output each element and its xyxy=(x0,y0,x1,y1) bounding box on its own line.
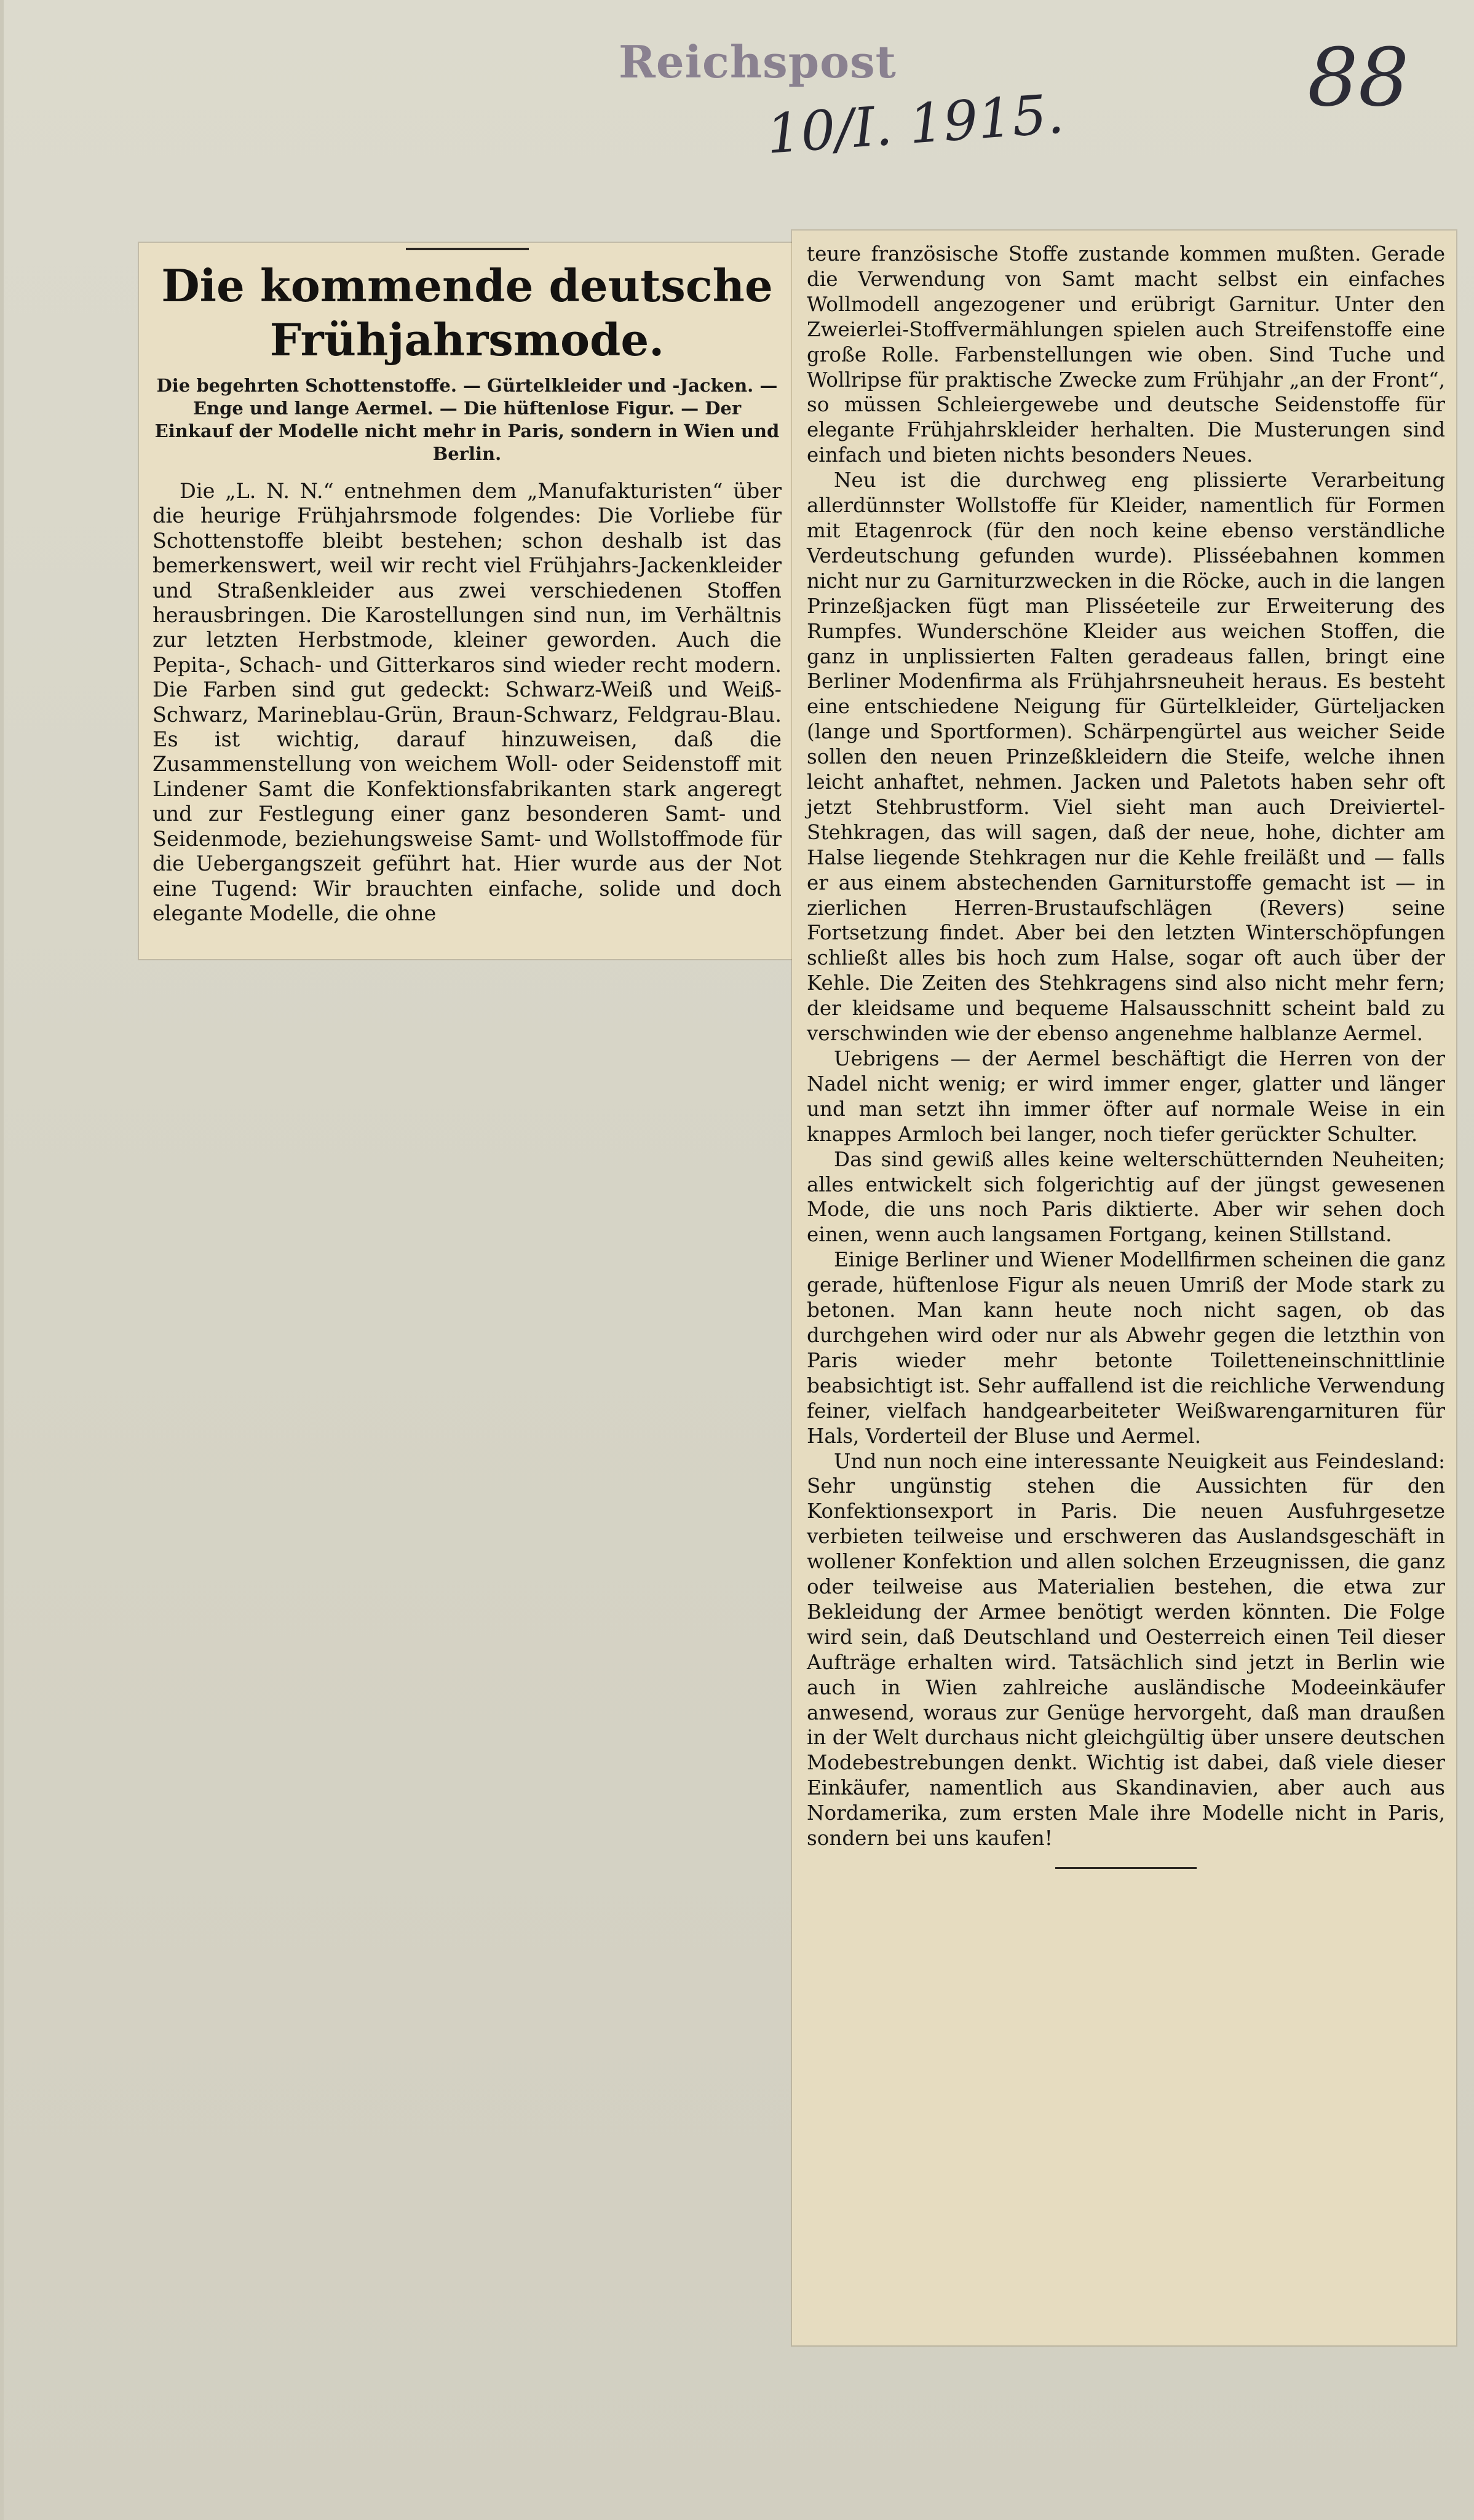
clipping-left-column xyxy=(139,243,794,959)
clipping-right-column xyxy=(792,231,1456,2345)
article-paragraph: Die „L. N. N.“ entnehmen dem „Manufakturisten“ über die heurige Frühjahrsmode folgendes: Die Vorliebe für Schottenstoffe bleibt bestehen; schon deshalb ist das bemerkenswert, weil wir recht viel Frühjahrs-Jackenkleider und Straßenkleider aus zwei verschiedenen Stoffen herausbringen. Die Karostellungen sind nun, im Verhältnis zur letzten Herbstmode, kleiner geworden. Auch die Pepita-, Schach- und Gitterkaros sind wieder recht modern. Die Farben sind gut gedeckt: Schwarz-Weiß und Weiß-Schwarz, Marineblau-Grün, Braun-Schwarz, Feldgrau-Blau. Es ist wichtig, darauf hinzuweisen, daß die Zusammenstellung von weichem Woll- oder Seidenstoff mit Lindener Samt die Konfektionsfabrikanten stark angeregt und zur Festlegung einer ganz besonderen Samt- und Seidenmode, beziehungsweise Samt- und Wollstoffmode für die Uebergangszeit geführt hat. Hier wurde aus der Not eine Tugend: Wir brauchten einfache, solide und doch elegante Modelle, die ohne xyxy=(153,479,782,925)
article-headline: Die kommende deutsche Frühjahrsmode. xyxy=(161,259,773,366)
end-rule xyxy=(1055,1867,1197,1869)
handwritten-date: 10/I. 1915. xyxy=(764,82,1066,166)
newspaper-stamp: Reichspost xyxy=(619,36,897,88)
article-paragraph: Uebrigens — der Aermel beschäftigt die Herren von der Nadel nicht wenig; er wird immer enger, glatter und länger und man setzt ihn immer öfter auf normale Weise in ein knappes Armloch bei langer, noch tiefer gerückter Schulter. xyxy=(807,1047,1445,1146)
top-rule xyxy=(406,248,529,250)
article-paragraph: Das sind gewiß alles keine welterschütternden Neuheiten; alles entwickelt sich folgerichtig auf der jüngst gewesenen Mode, die uns noch Paris diktierte. Aber wir sehen doch einen, wenn auch langsamen Fortgang, keinen Stillstand. xyxy=(807,1147,1445,1247)
article-paragraph: Einige Berliner und Wiener Modellfirmen scheinen die ganz gerade, hüftenlose Figur als neuen Umriß der Mode stark zu betonen. Man kann heute noch nicht sagen, ob das durchgehen wird oder nur als Abwehr gegen die letzthin von Paris wieder mehr betonte Toiletteneinschnittlinie beabsichtigt ist. Sehr auffallend ist die reichliche Verwendung feiner, vielfach handgearbeiteter Weißwarengarnituren für Hals, Vorderteil der Bluse und Aermel. xyxy=(807,1248,1445,1448)
article-subhead: Die begehrten Schottenstoffe. — Gürtelkleider und -Jacken. — Enge und lange Aermel. — Die hüftenlose Figur. — Der Einkauf der Modelle nicht mehr in Paris, sondern in Wien und Berlin. xyxy=(154,375,780,464)
article-paragraph: Und nun noch eine interessante Neuigkeit aus Feindesland: Sehr ungünstig stehen die Aussichten für den Konfektionsexport in Paris. Die neuen Ausfuhrgesetze verbieten teilweise und erschweren das Auslandsgeschäft in wollener Konfektion und allen solchen Erzeugnissen, die ganz oder teilweise aus Materialien bestehen, die etwa zur Bekleidung der Armee benötigt werden könnten. Die Folge wird sein, daß Deutschland und Oesterreich einen Teil dieser Aufträge erhalten wird. Tatsächlich sind jetzt in Berlin wie auch in Wien zahlreiche ausländische Modeeinkäufer anwesend, woraus zur Genüge hervorgeht, daß man draußen in der Welt durchaus nicht gleichgültig über unsere deutschen Modebestrebungen denkt. Wichtig ist dabei, daß viele dieser Einkäufer, namentlich aus Skandinavien, aber auch aus Nordamerika, zum ersten Male ihre Modelle nicht in Paris, sondern bei uns kaufen! xyxy=(807,1449,1445,1851)
handwritten-page-number: 88 xyxy=(1307,31,1409,124)
article-paragraph: teure französische Stoffe zustande kommen mußten. Gerade die Verwendung von Samt macht selbst ein einfaches Wollmodell angezogener und erübrigt Garnitur. Unter den Zweierlei-Stoffvermählungen spielen auch Streifenstoffe eine große Rolle. Farbenstellungen wie oben. Sind Tuche und Wollripse für praktische Zwecke zum Frühjahr „an der Front“, so müssen Schleiergewebe und deutsche Seidenstoffe für elegante Frühjahrskleider herhalten. Die Musterungen sind einfach und bieten nichts besonders Neues. xyxy=(807,242,1445,467)
article-paragraph: Neu ist die durchweg eng plissierte Verarbeitung allerdünnster Wollstoffe für Kleider, namentlich für Formen mit Etagenrock (für den noch keine ebenso verständliche Verdeutschung gefunden wurde). Plisséebahnen kommen nicht nur zu Garniturzwecken in die Röcke, auch in die langen Prinzeßjacken fügt man Plisséeteile zur Erweiterung des Rumpfes. Wunderschöne Kleider aus weichen Stoffen, die ganz in unplissierten Falten geradeaus fallen, bringt eine Berliner Modenfirma als Frühjahrsneuheit heraus. Es besteht eine entschiedene Neigung für Gürtelkleider, Gürteljacken (lange und Sportformen). Schärpengürtel aus weicher Seide sollen den neuen Prinzeßkleidern die Steife, welche ihnen leicht anhaftet, nehmen. Jacken und Paletots haben sehr oft jetzt Stehbrustform. Viel sieht man auch Dreiviertel-Stehkragen, das will sagen, daß der neue, hohe, dichter am Halse liegende Stehkragen nur die Kehle freiläßt und — falls er aus einem abstechenden Garniturstoffe gemacht ist — in zierlichen Herren-Brustaufschlägen (Revers) seine Fortsetzung findet. Aber bei den letzten Winterschöpfungen schließt alles bis hoch zum Halse, sogar oft auch über der Kehle. Die Zeiten des Stehkragens sind also nicht mehr fern; der kleidsame und bequeme Halsausschnitt scheint bald zu verschwinden wie der ebenso angenehme halblanze Aermel. xyxy=(807,468,1445,1046)
